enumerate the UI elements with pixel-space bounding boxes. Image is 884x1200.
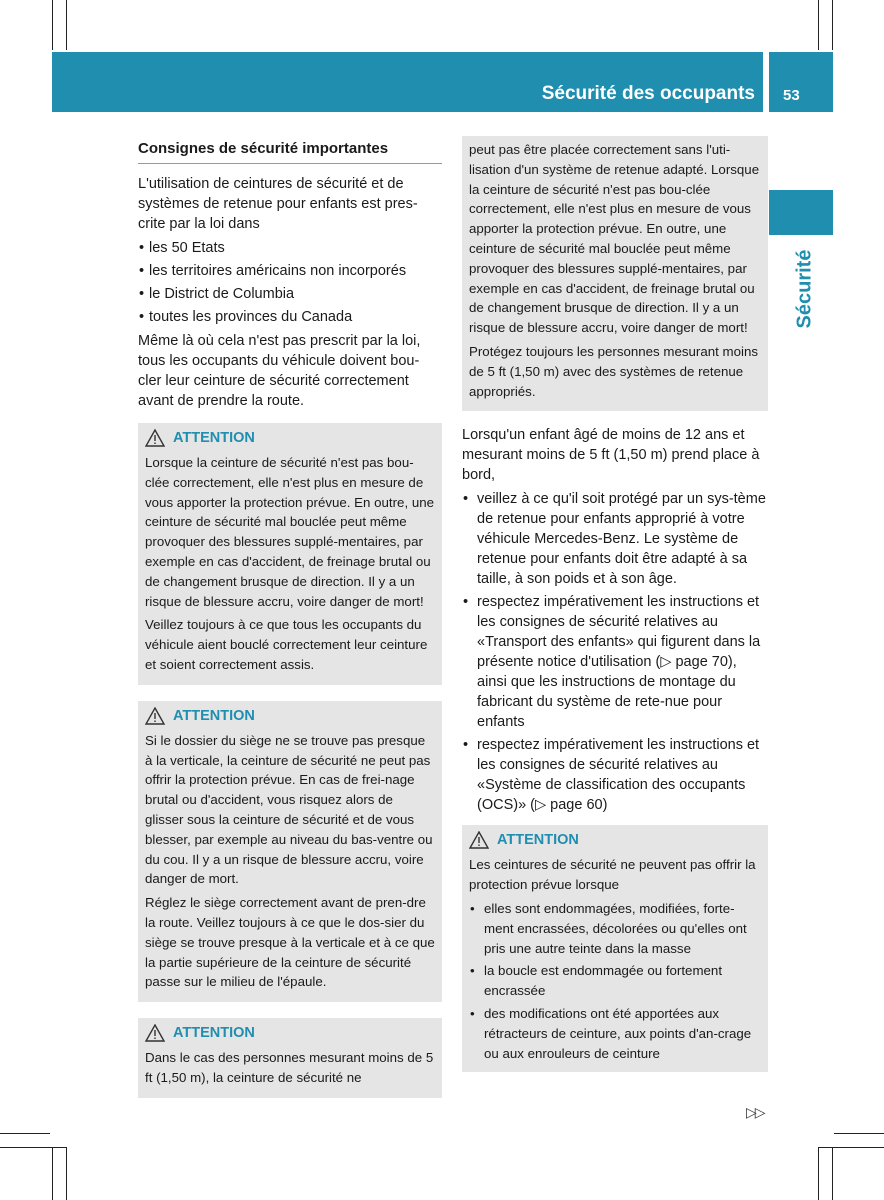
section-heading: Consignes de sécurité importantes [138, 140, 442, 164]
list-item: • des modifications ont été apportées aux rétracteurs de ceinture, aux points d'an-crage ou aux enrouleurs de ceinture [469, 1004, 761, 1063]
warning-text: Dans le cas des personnes mesurant moins de 5 ft (1,50 m), la ceinture de sécurité ne [145, 1050, 434, 1085]
warning-text: peut pas être placée correctement sans l'uti-lisation d'un système de retenue adapté. Lorsque la ceinture de sécurité n'est pas bou-clée correctement, elle n'est plus en mesure de vous apporter la protection prévue. En outre, une ceinture de sécurité mal bouclée peut même provoquer des blessures supplé-mentaires, par exemple en cas d'accident, de freinage brutal ou de changement brusque de direction. Il y a un risque de blessure accru, voire danger de mort! [469, 142, 760, 336]
page-number: 53 [783, 87, 800, 104]
chapter-tab [769, 190, 833, 235]
crop-mark [66, 1147, 67, 1200]
left-column [138, 140, 442, 1112]
warning-text: Réglez le siège correctement avant de pren-dre la route. Veillez toujours à ce que le dos-sier du siège se trouve presque à la verticale et à ce que la partie supérieure de la ceinture de sécurité passe sur le milieu de l'épaule. [145, 895, 435, 990]
crop-mark [818, 0, 819, 50]
warning-text: Si le dossier du siège ne se trouve pas presque à la verticale, la ceinture de sécurité ne peut pas offrir la protection prévue. En cas de frei-nage brutal ou d'accident, vous risquez alors de glisser sous la ceinture de sécurité et de vous blesser, par exemple au niveau du bas-ventre ou du cou. Il y a un risque de blessure accru, voire danger de mort. [145, 732, 433, 887]
list-item: • le District de Columbia [138, 284, 442, 304]
list-item: • respectez impérativement les instructions et les consignes de sécurité relatives au «Système de classification des occupants (OCS)» (▷ page 60) [462, 735, 768, 815]
right-column [462, 140, 768, 1086]
crop-mark [832, 1147, 833, 1200]
crop-mark [818, 1147, 819, 1200]
warning-box [138, 1018, 442, 1098]
warning-text: Lorsque la ceinture de sécurité n'est pas bou-clée correctement, elle n'est plus en mesure de vous apporter la protection prévue. En outre, une ceinture de sécurité mal bouclée peut même provoquer des blessures supplé-mentaires, par exemple en cas d'accident, de freinage brutal ou de changement brusque de direction. Il y a un risque de blessure accru, voire danger de mort! [145, 455, 435, 609]
jurisdiction-list [138, 238, 442, 327]
warning-box [138, 701, 442, 1002]
warning-box [462, 825, 768, 1072]
list-item: • la boucle est endommagée ou fortement encrassée [469, 961, 761, 1001]
warning-triangle-icon [145, 429, 165, 447]
warning-text: Les ceintures de sécurité ne peuvent pas offrir la protection prévue lorsque [469, 857, 756, 893]
list-item: • les territoires américains non incorporés [138, 261, 442, 281]
crop-mark [0, 1147, 66, 1148]
child-safety-list [462, 489, 768, 815]
warning-label: ATTENTION [173, 1025, 255, 1042]
warning-triangle-icon [145, 707, 165, 725]
list-item: • les 50 Etats [138, 238, 442, 258]
paragraph: Lorsqu'un enfant âgé de moins de 12 ans et mesurant moins de 5 ft (1,50 m) prend place à bord, [462, 427, 760, 484]
chapter-label [790, 244, 820, 334]
crop-mark [52, 1147, 53, 1200]
crop-mark [52, 0, 53, 50]
warning-box-continued [462, 136, 768, 411]
warning-header [145, 707, 435, 725]
crop-mark [832, 0, 833, 50]
list-item: • veillez à ce qu'il soit protégé par un sys-tème de retenue pour enfants approprié à votre véhicule Mercedes-Benz. Le système de retenue pour enfants doit être adapté à sa taille, à son poids et à son âge. [462, 489, 768, 589]
warning-list [469, 899, 761, 1063]
warning-triangle-icon [469, 831, 489, 849]
paragraph: Même là où cela n'est pas prescrit par la loi, tous les occupants du véhicule doivent bou-cler leur ceinture de sécurité correctement avant de prendre la route. [138, 333, 421, 409]
list-item: • toutes les provinces du Canada [138, 307, 442, 327]
warning-header [469, 831, 761, 849]
warning-box [138, 423, 442, 685]
list-item: • elles sont endommagées, modifiées, forte-ment encrassées, décolorées ou qu'elles ont pris une autre teinte dans la masse [469, 899, 761, 958]
list-item: • respectez impérativement les instructions et les consignes de sécurité relatives au «Transport des enfants» qui figurent dans la présente notice d'utilisation (▷ page 70), ainsi que les instructions de montage du fabricant du système de rete-nue pour enfants [462, 592, 768, 732]
chapter-label-text: Sécurité [793, 249, 816, 329]
page-number-box [769, 52, 833, 112]
crop-mark [818, 1147, 884, 1148]
crop-mark [834, 1133, 884, 1134]
warning-header [145, 429, 435, 447]
warning-label: ATTENTION [173, 707, 255, 724]
warning-label: ATTENTION [173, 430, 255, 446]
warning-text: Protégez toujours les personnes mesurant moins de 5 ft (1,50 m) avec des systèmes de retenue appropriés. [469, 343, 758, 399]
crop-mark [0, 1133, 50, 1134]
header-bar [52, 52, 763, 112]
crop-mark [66, 0, 67, 50]
warning-header [145, 1024, 435, 1042]
intro-paragraph: L'utilisation de ceintures de sécurité et de systèmes de retenue pour enfants est pres-crite par la loi dans [138, 176, 418, 232]
warning-label: ATTENTION [497, 832, 579, 849]
warning-triangle-icon [145, 1024, 165, 1042]
page-title: Sécurité des occupants [541, 83, 755, 104]
warning-text: Veillez toujours à ce que tous les occupants du véhicule aient bouclé correctement leur ceinture et soient correctement assis. [145, 617, 428, 672]
continue-arrows-icon: ▷▷ [746, 1104, 764, 1120]
